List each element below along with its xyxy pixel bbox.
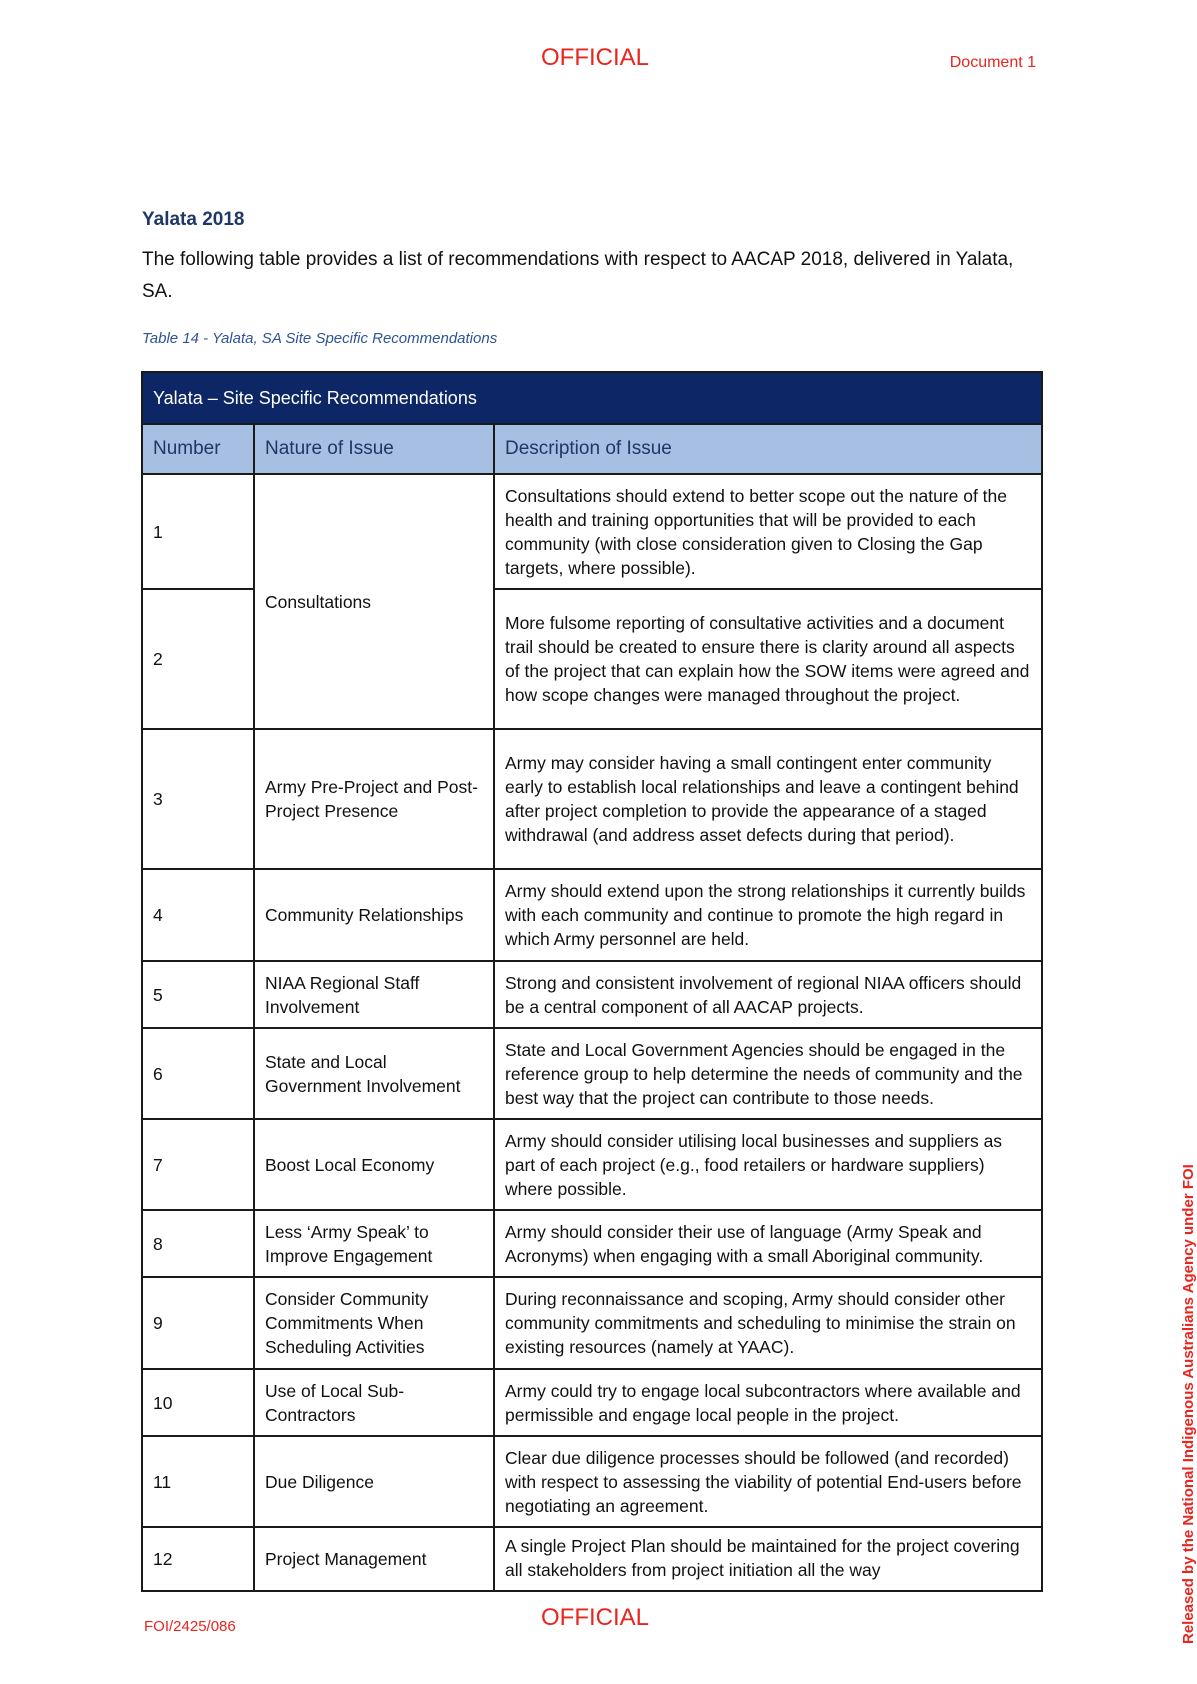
row-description: Army may consider having a small contingent enter community early to establish local relationships and leave a contingent behind after project completion to provide the appearance of a staged withdrawal (and address asset defects during that period). [494,729,1042,869]
row-issue: Less ‘Army Speak’ to Improve Engagement [254,1210,494,1277]
row-issue: Due Diligence [254,1436,494,1527]
row-description: Consultations should extend to better scope out the nature of the health and training opportunities that will be provided to each community (with close consideration given to Closing the Gap targets, where possible). [494,474,1042,589]
column-header-description: Description of Issue [494,424,1042,474]
table-row [142,474,1042,589]
column-header-nature: Nature of Issue [254,424,494,474]
footer-classification: OFFICIAL [540,1604,649,1631]
table-row [142,1028,1042,1119]
row-number: 8 [142,1210,254,1277]
row-number: 6 [142,1028,254,1119]
row-description: Army should consider their use of language (Army Speak and Acronyms) when engaging with a small Aboriginal community. [494,1210,1042,1277]
row-issue: State and Local Government Involvement [254,1028,494,1119]
row-issue: Community Relationships [254,869,494,961]
foi-reference: FOI/2425/086 [144,1618,236,1635]
row-number: 10 [142,1369,254,1436]
row-number: 4 [142,869,254,961]
row-issue: Project Management [254,1527,494,1591]
table-row [142,1119,1042,1210]
row-issue: Use of Local Sub-Contractors [254,1369,494,1436]
header-classification: OFFICIAL [540,44,649,71]
row-description: Army should extend upon the strong relationships it currently builds with each community and continue to promote the high regard in which Army personnel are held. [494,869,1042,961]
table-row [142,961,1042,1028]
table-title: Yalata – Site Specific Recommendations [142,372,1042,424]
row-number: 7 [142,1119,254,1210]
row-number: 5 [142,961,254,1028]
release-watermark: Released by the National Indigenous Australians Agency under FOI [1180,1164,1197,1644]
row-description: A single Project Plan should be maintained for the project covering all stakeholders from project initiation all the way [505,1536,1020,1580]
table-row [142,1277,1042,1369]
table-header-row [142,424,1042,474]
table-title-row [142,372,1042,424]
row-number: 2 [142,589,254,729]
row-description: During reconnaissance and scoping, Army should consider other community commitments and scheduling to minimise the strain on existing resources (namely at YAAC). [494,1277,1042,1369]
table-row [142,1527,1042,1591]
row-description: Army could try to engage local subcontractors where available and permissible and engage local people in the project. [494,1369,1042,1436]
intro-paragraph: The following table provides a list of recommendations with respect to AACAP 2018, delivered in Yalata, SA. [142,249,1014,302]
row-issue: Boost Local Economy [254,1119,494,1210]
section-title: Yalata 2018 [142,209,245,230]
row-issue: Army Pre-Project and Post-Project Presence [254,729,494,869]
recommendations-table [141,371,1043,1592]
table-row [142,869,1042,961]
table-caption: Table 14 - Yalata, SA Site Specific Recommendations [142,330,498,347]
row-description: More fulsome reporting of consultative activities and a document trail should be created to ensure there is clarity around all aspects of the project that can explain how the SOW items were agreed and how scope changes were managed throughout the project. [494,589,1042,729]
row-description: Strong and consistent involvement of regional NIAA officers should be a central component of all AACAP projects. [494,961,1042,1028]
row-description: Clear due diligence processes should be followed (and recorded) with respect to assessing the viability of potential End-users before negotiating an agreement. [494,1436,1042,1527]
table-row [142,1369,1042,1436]
document-label: Document 1 [949,54,1036,71]
table-row [142,1436,1042,1527]
row-number: 1 [142,474,254,589]
row-number: 12 [142,1527,254,1591]
row-description-cell [494,1527,1042,1591]
row-number: 11 [142,1436,254,1527]
row-issue: Consider Community Commitments When Scheduling Activities [254,1277,494,1369]
table-row [142,729,1042,869]
column-header-number: Number [142,424,254,474]
row-issue: Consultations [254,474,494,729]
row-description: State and Local Government Agencies should be engaged in the reference group to help determine the needs of community and the best way that the project can contribute to those needs. [494,1028,1042,1119]
row-description: Army should consider utilising local businesses and suppliers as part of each project (e.g., food retailers or hardware suppliers) where possible. [494,1119,1042,1210]
table-row [142,1210,1042,1277]
row-number: 3 [142,729,254,869]
row-issue: NIAA Regional Staff Involvement [254,961,494,1028]
row-number: 9 [142,1277,254,1369]
